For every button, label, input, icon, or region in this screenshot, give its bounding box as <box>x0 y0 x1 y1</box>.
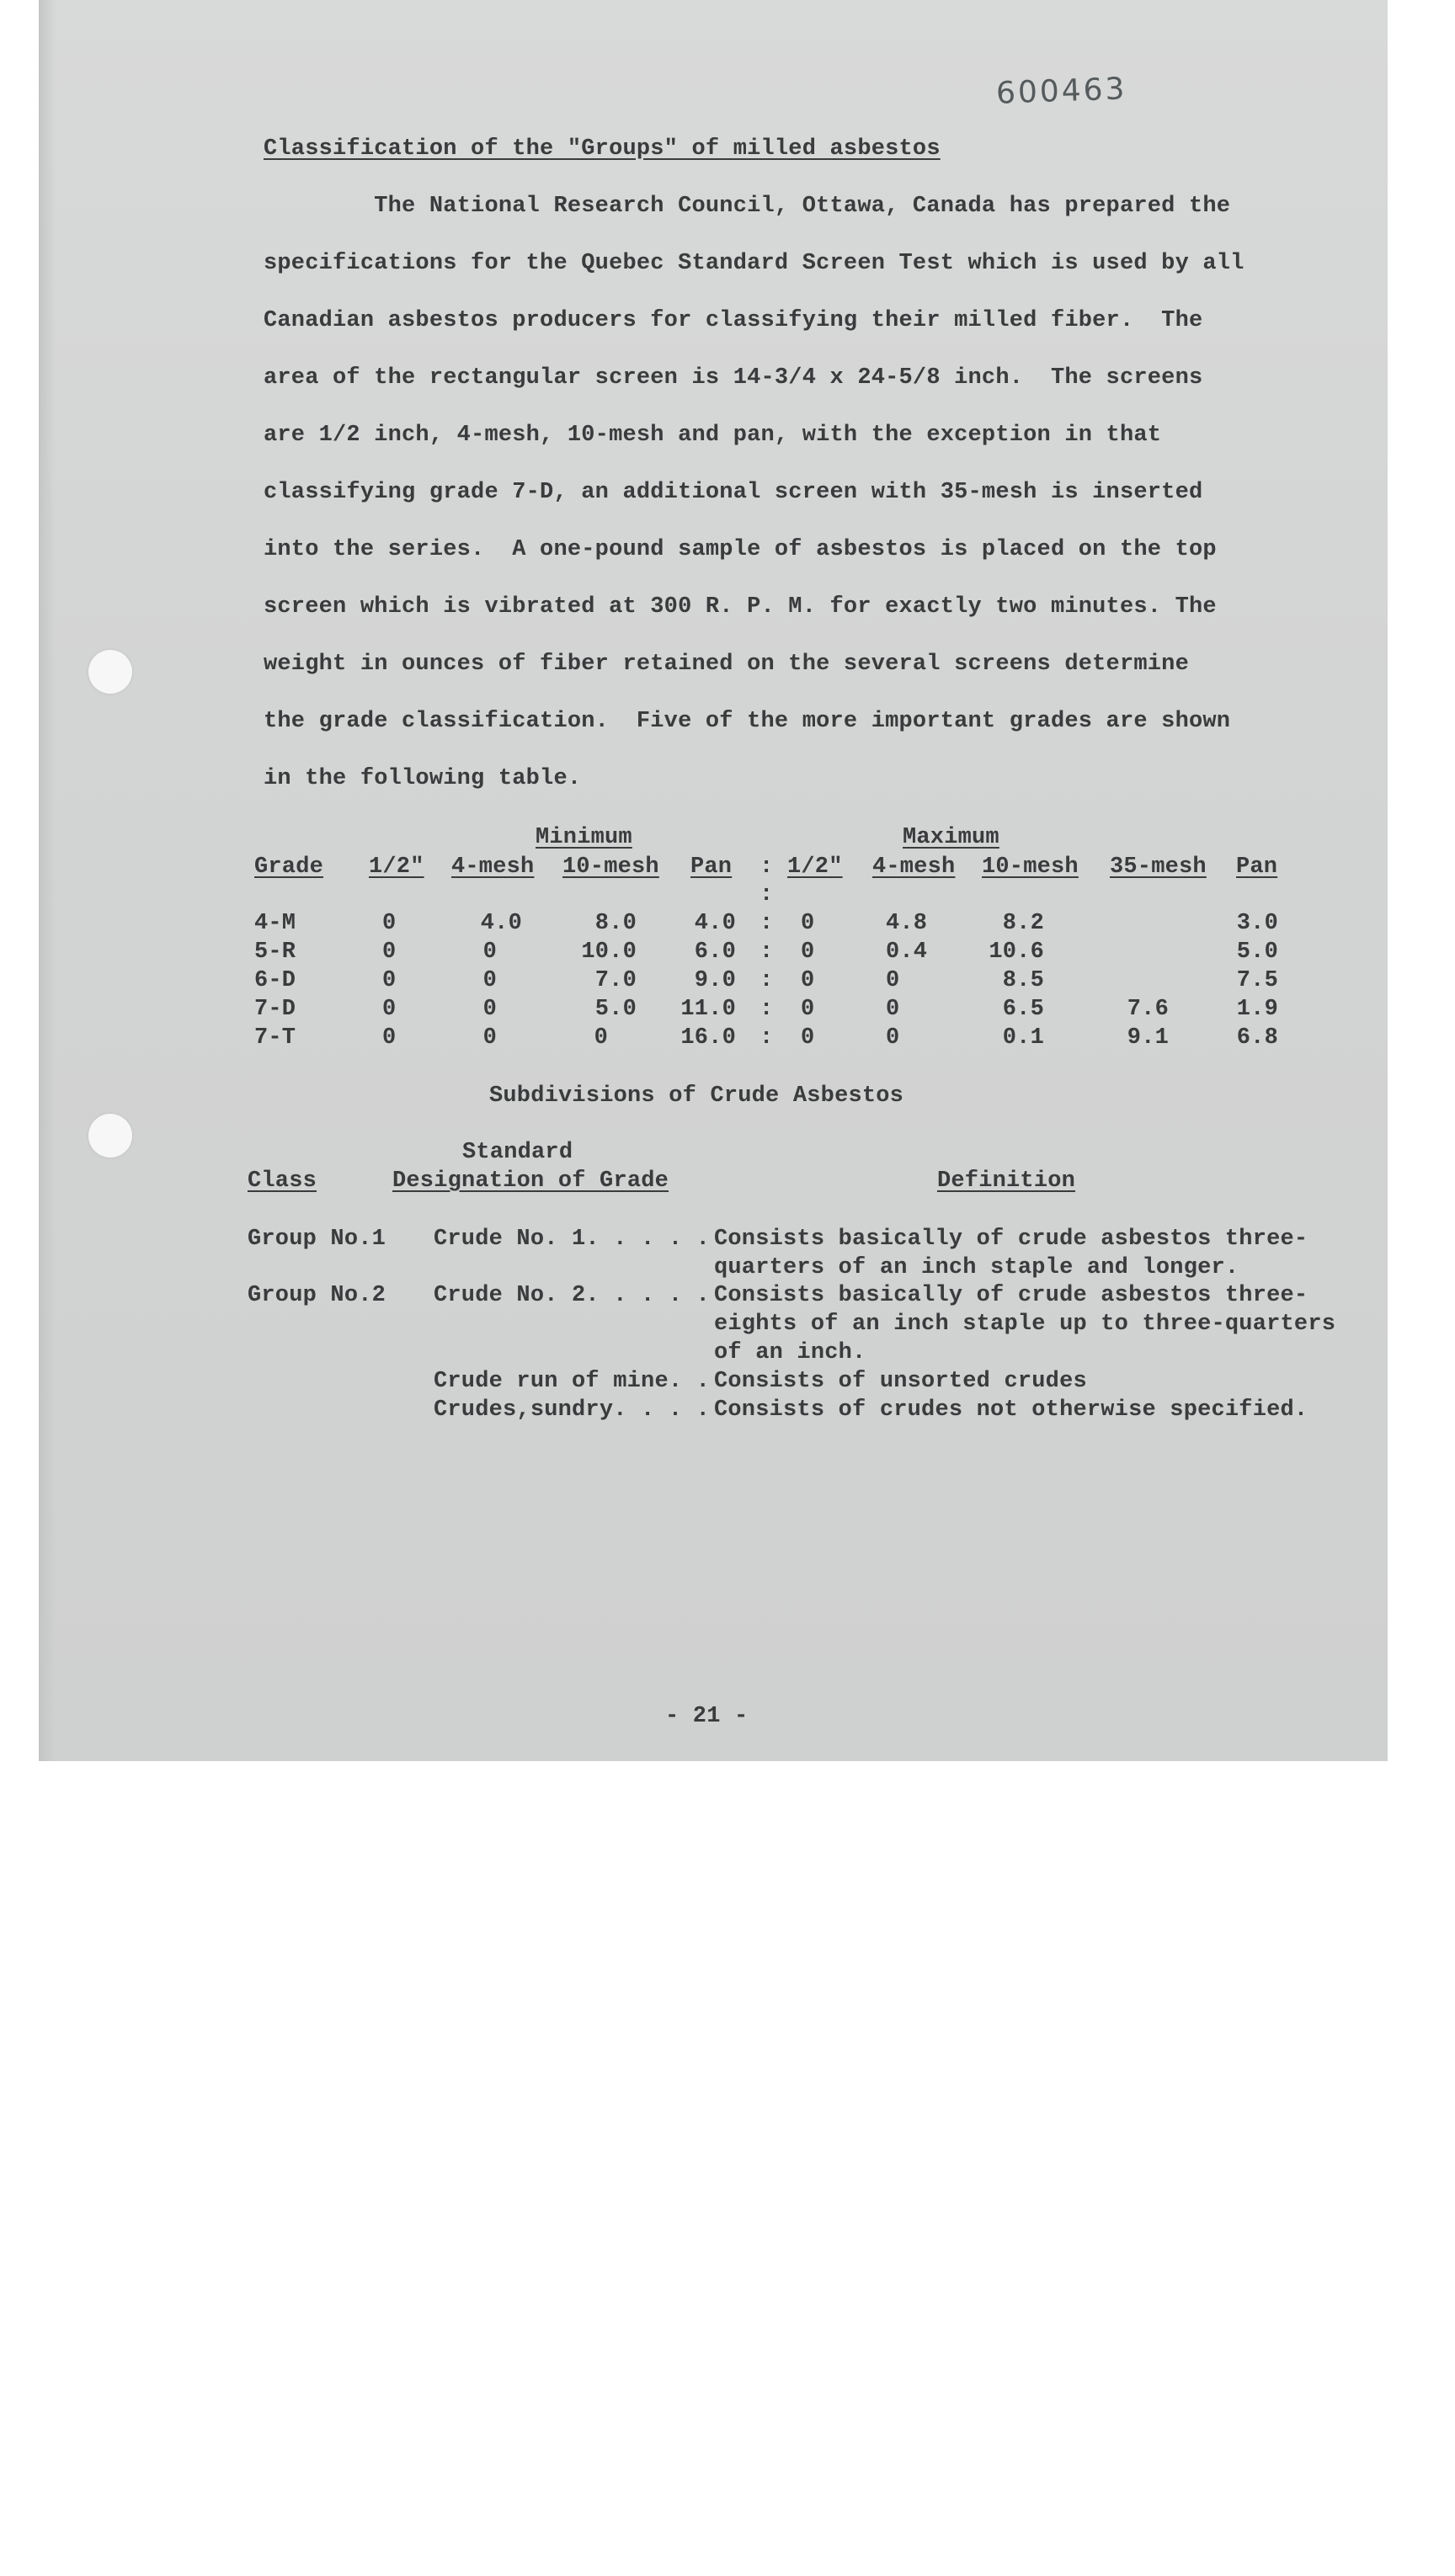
value-cell: 8.2 <box>1002 911 1044 936</box>
grade-designation-cell: Crude run of mine. . <box>434 1369 711 1394</box>
definition-line: Consists of unsorted crudes <box>714 1369 1087 1394</box>
grade-designation-cell: Crude No. 1. . . . . <box>434 1227 711 1252</box>
value-cell: 6.8 <box>1236 1025 1278 1051</box>
value-cell: 6.5 <box>1002 997 1044 1022</box>
column-header-min-half-inch: 1/2" <box>369 854 424 880</box>
document-number-stamp: 600463 <box>995 72 1128 111</box>
value-cell: 3.0 <box>1236 911 1278 936</box>
column-header-designation: Designation of Grade <box>392 1168 669 1194</box>
column-separator: : <box>759 997 774 1022</box>
value-cell: 4.0 <box>694 911 736 936</box>
value-cell: 0 <box>801 968 815 993</box>
definition-line: Consists basically of crude asbestos three- <box>714 1283 1308 1308</box>
value-cell: 10.0 <box>581 939 637 965</box>
paragraph-line: specifications for the Quebec Standard Screen Test which is used by all <box>264 251 1244 276</box>
grade-cell: 5-R <box>254 939 296 965</box>
column-separator: : <box>759 854 774 880</box>
paragraph-line: the grade classification. Five of the more important grades are shown <box>264 709 1231 734</box>
value-cell: 9.0 <box>694 968 736 993</box>
value-cell: 0 <box>482 1025 497 1051</box>
definition-line: eights of an inch staple up to three-quarters <box>714 1312 1336 1337</box>
value-cell: 0 <box>482 939 497 965</box>
value-cell: 0 <box>801 939 815 965</box>
value-cell: 4.8 <box>886 911 928 936</box>
value-cell: 1.9 <box>1236 997 1278 1022</box>
value-cell: 5.0 <box>1236 939 1278 965</box>
column-separator: : <box>759 911 774 936</box>
value-cell: 9.1 <box>1127 1025 1169 1051</box>
class-cell: Group No.2 <box>248 1283 386 1308</box>
column-header-definition: Definition <box>937 1168 1076 1194</box>
value-cell: 8.5 <box>1002 968 1044 993</box>
column-header-min-pan: Pan <box>690 854 733 880</box>
paragraph-line: The National Research Council, Ottawa, Canada has prepared the <box>264 194 1231 219</box>
value-cell: 0 <box>482 968 497 993</box>
column-header-min-4-mesh: 4-mesh <box>451 854 535 880</box>
value-cell: 7.0 <box>594 968 637 993</box>
definition-line: Consists of crudes not otherwise specified. <box>714 1397 1308 1423</box>
grade-cell: 4-M <box>254 911 296 936</box>
paragraph-line: Canadian asbestos producers for classifying their milled fiber. The <box>264 308 1203 333</box>
grade-cell: 7-T <box>254 1025 296 1051</box>
value-cell: 0.4 <box>886 939 928 965</box>
value-cell: 0 <box>801 997 815 1022</box>
column-separator: : <box>759 1025 774 1051</box>
value-cell: 0 <box>382 968 397 993</box>
value-cell: 0 <box>801 1025 815 1051</box>
section-title: Subdivisions of Crude Asbestos <box>489 1083 904 1109</box>
value-cell: 10.6 <box>989 939 1044 965</box>
paragraph-line: into the series. A one-pound sample of asbestos is placed on the top <box>264 537 1217 562</box>
value-cell: 0 <box>482 997 497 1022</box>
paragraph-line: area of the rectangular screen is 14-3/4 x 24-5/8 inch. The screens <box>264 365 1203 391</box>
group-header-minimum: Minimum <box>536 825 632 850</box>
group-header-maximum: Maximum <box>903 825 999 850</box>
value-cell: 5.0 <box>594 997 637 1022</box>
class-cell: Group No.1 <box>248 1227 386 1252</box>
value-cell: 16.0 <box>680 1025 736 1051</box>
column-header-grade: Grade <box>254 854 324 880</box>
column-header-max-35-mesh: 35-mesh <box>1110 854 1207 880</box>
column-separator: : <box>759 939 774 965</box>
value-cell: 0 <box>382 1025 397 1051</box>
grade-designation-cell: Crude No. 2. . . . . <box>434 1283 711 1308</box>
value-cell: 0 <box>886 968 900 993</box>
definition-line: Consists basically of crude asbestos three- <box>714 1227 1308 1252</box>
column-header-min-10-mesh: 10-mesh <box>562 854 659 880</box>
value-cell: 4.0 <box>480 911 522 936</box>
paragraph-line: classifying grade 7-D, an additional screen with 35-mesh is inserted <box>264 480 1203 505</box>
value-cell: 0 <box>382 911 397 936</box>
value-cell: 11.0 <box>680 997 736 1022</box>
value-cell: 0 <box>382 997 397 1022</box>
paragraph-line: weight in ounces of fiber retained on the several screens determine <box>264 652 1189 677</box>
column-header-max-half-inch: 1/2" <box>787 854 843 880</box>
column-separator: : <box>759 882 774 907</box>
value-cell: 7.6 <box>1127 997 1169 1022</box>
paragraph-line: screen which is vibrated at 300 R. P. M. for exactly two minutes. The <box>264 594 1217 620</box>
value-cell: 0 <box>801 911 815 936</box>
column-header-class: Class <box>248 1168 317 1194</box>
definition-line: quarters of an inch staple and longer. <box>714 1255 1239 1280</box>
column-header-max-4-mesh: 4-mesh <box>872 854 956 880</box>
column-separator: : <box>759 968 774 993</box>
grade-cell: 7-D <box>254 997 296 1022</box>
page-heading: Classification of the "Groups" of milled asbestos <box>264 136 941 162</box>
value-cell: 0 <box>886 997 900 1022</box>
grade-cell: 6-D <box>254 968 296 993</box>
column-header-standard: Standard <box>462 1140 573 1165</box>
value-cell: 7.5 <box>1236 968 1278 993</box>
value-cell: 0 <box>594 1025 608 1051</box>
value-cell: 0 <box>382 939 397 965</box>
grade-designation-cell: Crudes,sundry. . . . <box>434 1397 711 1423</box>
value-cell: 0 <box>886 1025 900 1051</box>
definition-line: of an inch. <box>714 1340 866 1365</box>
page-number: - 21 - <box>665 1704 749 1729</box>
value-cell: 8.0 <box>594 911 637 936</box>
value-cell: 0.1 <box>1002 1025 1044 1051</box>
column-header-max-pan: Pan <box>1236 854 1278 880</box>
value-cell: 6.0 <box>694 939 736 965</box>
paragraph-line: in the following table. <box>264 766 582 791</box>
paragraph-line: are 1/2 inch, 4-mesh, 10-mesh and pan, with the exception in that <box>264 423 1162 448</box>
column-header-max-10-mesh: 10-mesh <box>982 854 1079 880</box>
